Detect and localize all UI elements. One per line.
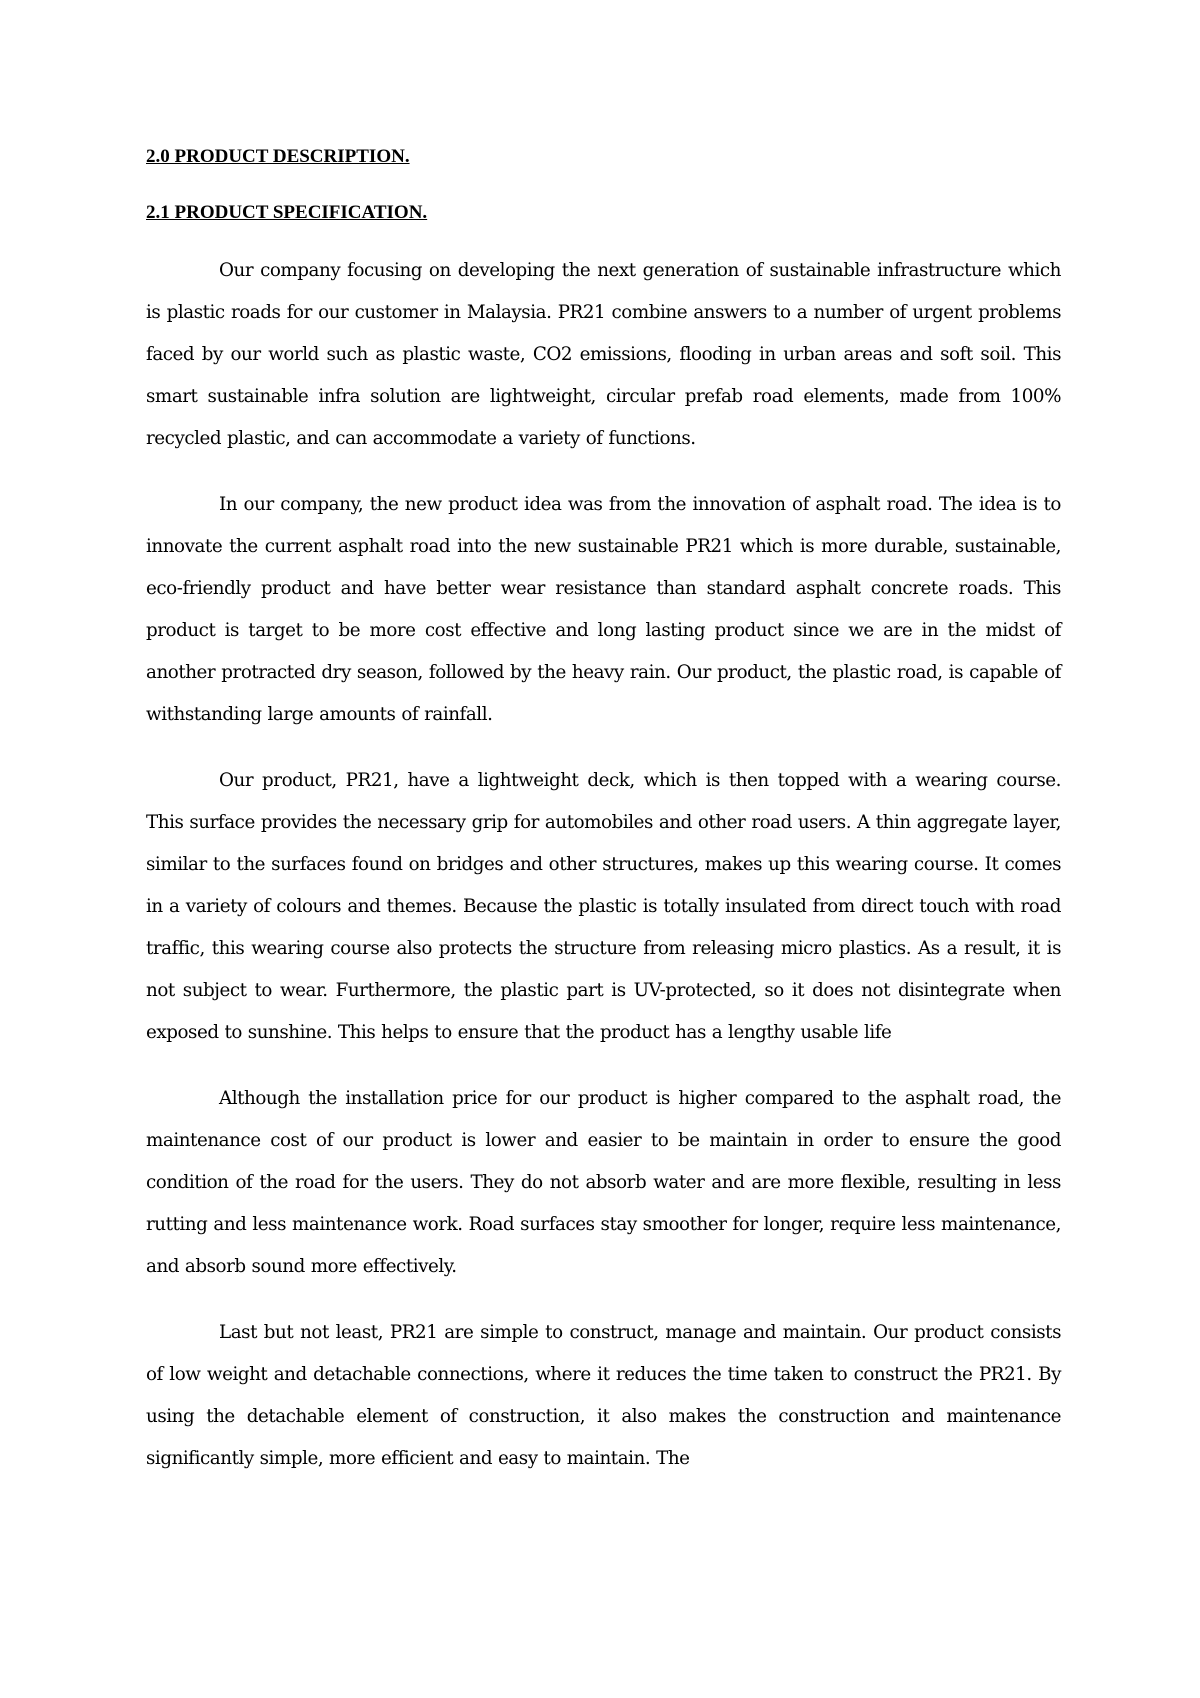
paragraph-construction: Last but not least, PR21 are simple to construct, manage and maintain. Our product consists of low weight and detachable connections, where it reduces the time taken to construct the PR21. By using the detachable element of construction, it also makes the construction and maintenance significantly simple, more efficient and easy to maintain. The <box>146 1322 1061 1469</box>
paragraph-intro: Our company focusing on developing the next generation of sustainable infrastructure which is plastic roads for our customer in Malaysia. PR21 combine answers to a number of urgent problems faced by our world such as plastic waste, CO2 emissions, flooding in urban areas and soft soil. This smart sustainable infra solution are lightweight, circular prefab road elements, made from 100% recycled plastic, and can accommodate a variety of functions. <box>146 260 1061 449</box>
subsection-heading: 2.1 PRODUCT SPECIFICATION. <box>146 202 428 223</box>
section-heading: 2.0 PRODUCT DESCRIPTION. <box>146 146 410 167</box>
document-body <box>146 144 1061 1504</box>
paragraph-wearing-course: Our product, PR21, have a lightweight deck, which is then topped with a wearing course. This surface provides the necessary grip for automobiles and other road users. A thin aggregate layer, similar to the surfaces found on bridges and other structures, makes up this wearing course. It comes in a variety of colours and themes. Because the plastic is totally insulated from direct touch with road traffic, this wearing course also protects the structure from releasing micro plastics. As a result, it is not subject to wear. Furthermore, the plastic part is UV-protected, so it does not disintegrate when exposed to sunshine. This helps to ensure that the product has a lengthy usable life <box>146 770 1061 1043</box>
paragraph-maintenance-cost: Although the installation price for our product is higher compared to the asphalt road, the maintenance cost of our product is lower and easier to be maintain in order to ensure the good condition of the road for the users. They do not absorb water and are more flexible, resulting in less rutting and less maintenance work. Road surfaces stay smoother for longer, require less maintenance, and absorb sound more effectively. <box>146 1088 1061 1277</box>
paragraph-innovation: In our company, the new product idea was from the innovation of asphalt road. The idea is to innovate the current asphalt road into the new sustainable PR21 which is more durable, sustainable, eco-friendly product and have better wear resistance than standard asphalt concrete roads. This product is target to be more cost effective and long lasting product since we are in the midst of another protracted dry season, followed by the heavy rain. Our product, the plastic road, is capable of withstanding large amounts of rainfall. <box>146 494 1061 725</box>
